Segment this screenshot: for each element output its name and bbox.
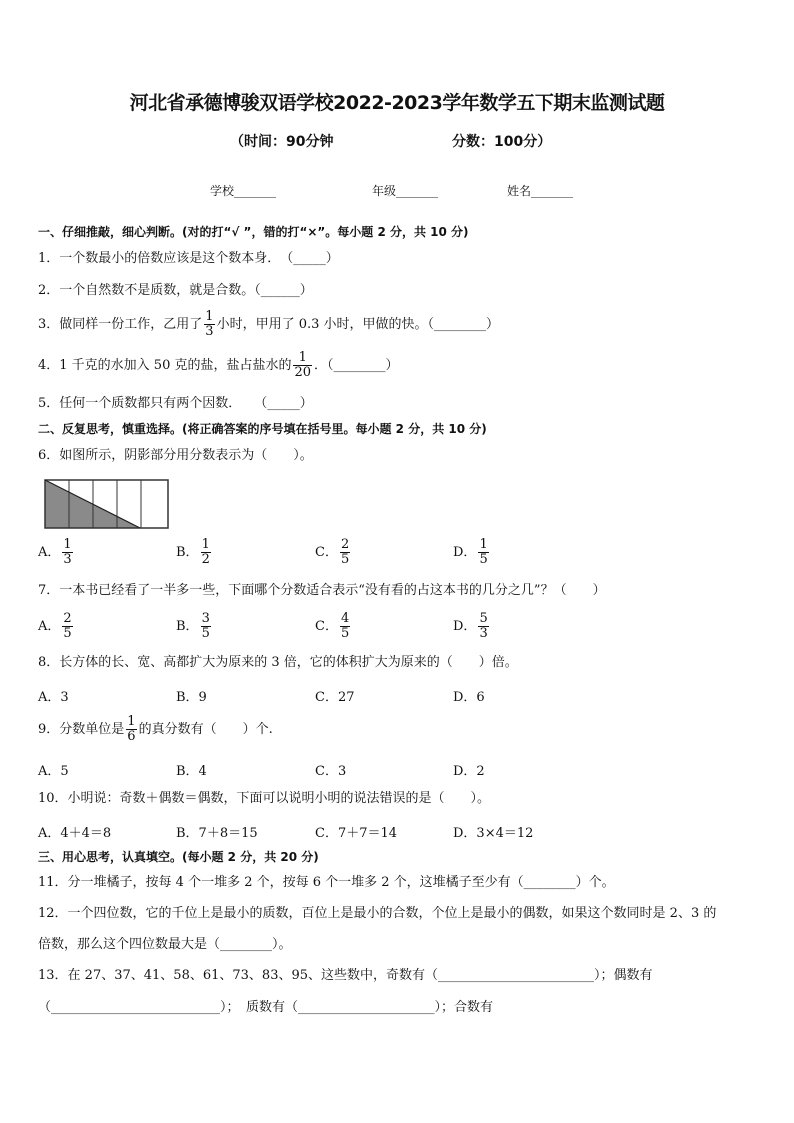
fraction (201, 612, 211, 641)
option-label: C． (315, 545, 338, 560)
question-1: 1．一个数最小的倍数应该是这个数本身． （_____） (38, 251, 339, 266)
fraction (478, 538, 488, 567)
page-title: 河北省承德博骏双语学校2022-2023学年数学五下期末监测试题 (129, 92, 665, 114)
section-2-heading: 二、反复思考，慎重选择。(将正确答案的序号填在括号里。每小题 2 分，共 10 分) (38, 422, 487, 436)
q9-option-c[interactable]: C．3 (315, 764, 347, 779)
denominator: 5 (479, 552, 488, 567)
numerator: 1 (63, 537, 72, 552)
numerator: 5 (479, 611, 488, 626)
fraction (201, 538, 211, 567)
numerator: 1 (127, 714, 136, 729)
name-field[interactable]: 姓名_______ (507, 184, 574, 198)
fraction (62, 612, 72, 641)
question-3 (38, 310, 499, 339)
q9-option-b[interactable]: B．4 (176, 764, 207, 779)
question-2: 2．一个自然数不是质数，就是合数。（______） (38, 283, 313, 298)
denominator: 5 (340, 552, 350, 567)
question-8: 8．长方体的长、宽、高都扩大为原来的 3 倍，它的体积扩大为原来的（ ）倍。 (38, 655, 518, 670)
q7-option-a[interactable] (38, 612, 75, 641)
question-13-line-1: 13．在 27、37、41、58、61、73、83、95、这些数中，奇数有（________________________）；偶数有 (38, 968, 653, 983)
q4-text-b: ．（________） (314, 358, 399, 373)
numerator: 1 (293, 351, 312, 366)
q3-text-a: 3．做同样一份工作，乙用了 (38, 317, 203, 332)
question-12-line-2: 倍数，那么这个四位数最大是（________）。 (38, 937, 292, 952)
question-13-line-2: （__________________________）； 质数有（_____________________）；合数有 (38, 1000, 494, 1015)
school-field[interactable]: 学校_______ (210, 184, 277, 198)
denominator: 20 (294, 365, 312, 380)
question-4 (38, 351, 399, 380)
shaded-rectangle-figure (44, 479, 170, 529)
numerator: 4 (340, 611, 350, 626)
q10-option-b[interactable]: B．7＋8＝15 (176, 826, 258, 841)
exam-score: 分数：100分） (452, 134, 552, 150)
denominator: 2 (201, 552, 210, 567)
q9-option-a[interactable]: A．5 (38, 764, 69, 779)
option-label: A． (38, 545, 61, 560)
fraction (126, 715, 136, 744)
q6-option-b[interactable] (176, 538, 213, 567)
numerator: 1 (205, 309, 214, 324)
q9-text-a: 9．分数单位是 (38, 722, 125, 737)
question-5: 5．任何一个质数都只有两个因数． （_____） (38, 396, 313, 411)
question-10: 10．小明说：奇数＋偶数＝偶数，下面可以说明小明的说法错误的是（ ）。 (38, 791, 491, 806)
fraction (62, 538, 72, 567)
question-6: 6．如图所示，阴影部分用分数表示为（ ）。 (38, 448, 313, 463)
q9-option-d[interactable]: D．2 (453, 764, 485, 779)
fraction (340, 612, 350, 641)
question-12-line-1: 12．一个四位数，它的千位上是最小的质数，百位上是最小的合数，个位上是最小的偶数，如果这个数同时是 2、3 的 (38, 906, 717, 921)
q8-option-d[interactable]: D．6 (453, 690, 485, 705)
exam-time: （时间：90分钟 (230, 134, 334, 150)
denominator: 6 (127, 729, 136, 744)
denominator: 3 (479, 626, 488, 641)
fraction (478, 612, 488, 641)
fraction (204, 310, 214, 339)
question-11: 11．分一堆橘子，按每 4 个一堆多 2 个，按每 6 个一堆多 2 个，这堆橘子至少有（________）个。 (38, 875, 615, 890)
option-label: B． (176, 619, 199, 634)
q10-option-a[interactable]: A．4＋4＝8 (38, 826, 112, 841)
option-label: B． (176, 545, 199, 560)
numerator: 2 (340, 537, 350, 552)
q8-option-c[interactable]: C．27 (315, 690, 355, 705)
q7-option-c[interactable] (315, 612, 352, 641)
q6-option-c[interactable] (315, 538, 352, 567)
grade-field[interactable]: 年级_______ (372, 184, 439, 198)
denominator: 3 (205, 324, 214, 339)
question-7: 7．一本书已经看了一半多一些，下面哪个分数适合表示“没有看的占这本书的几分之几”？（ ） (38, 583, 606, 598)
q4-text-a: 4．1 千克的水加入 50 克的盐，盐占盐水的 (38, 358, 292, 373)
q9-text-b: 的真分数有（ ）个. (138, 722, 273, 737)
numerator: 1 (201, 537, 210, 552)
fraction (293, 351, 312, 380)
numerator: 1 (479, 537, 488, 552)
option-label: A． (38, 619, 61, 634)
q7-option-d[interactable] (453, 612, 491, 641)
option-label: D． (453, 619, 477, 634)
question-9 (38, 715, 273, 744)
option-label: D． (453, 545, 477, 560)
numerator: 3 (201, 611, 210, 626)
denominator: 5 (201, 626, 210, 641)
q8-option-a[interactable]: A．3 (38, 690, 69, 705)
section-1-heading: 一、仔细推敲，细心判断。(对的打“√ ”，错的打“×”。每小题 2 分，共 10 分) (38, 225, 469, 239)
q8-option-b[interactable]: B．9 (176, 690, 207, 705)
q6-option-d[interactable] (453, 538, 491, 567)
q10-option-d[interactable]: D．3×4＝12 (453, 826, 534, 841)
q6-option-a[interactable] (38, 538, 75, 567)
q10-option-c[interactable]: C．7＋7＝14 (315, 826, 398, 841)
denominator: 3 (63, 552, 72, 567)
denominator: 5 (340, 626, 350, 641)
fraction (340, 538, 350, 567)
option-label: C． (315, 619, 338, 634)
denominator: 5 (63, 626, 72, 641)
q7-option-b[interactable] (176, 612, 213, 641)
section-3-heading: 三、用心思考，认真填空。(每小题 2 分，共 20 分) (38, 850, 319, 864)
numerator: 2 (63, 611, 72, 626)
q3-text-b: 小时，甲用了 0.3 小时，甲做的快。（________） (216, 317, 500, 332)
